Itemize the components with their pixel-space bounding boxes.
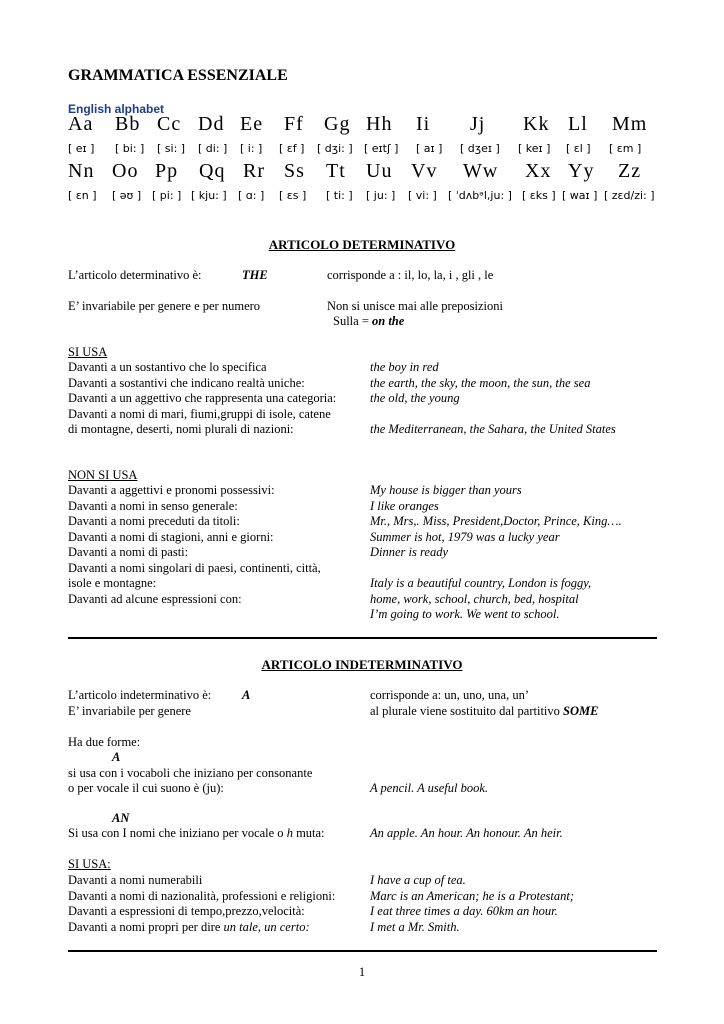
det-non-si-usa-heading: NON SI USA [68, 468, 138, 482]
section-divider [68, 637, 657, 639]
letter-pair: Ll [568, 113, 588, 135]
ipa-pronunciation: [ di: ] [198, 142, 228, 155]
example-text: the boy in red [370, 360, 439, 374]
rule-text: Davanti a nomi preceduti da titoli: [68, 514, 240, 528]
ipa-pronunciation: [ ju: ] [366, 189, 396, 202]
ipa-pronunciation: [ ɛm ] [609, 142, 642, 155]
ipa-pronunciation: [ aɪ ] [416, 142, 443, 155]
letter-pair: Bb [115, 113, 141, 135]
rule-text: Davanti a un sostantivo che lo specifica [68, 360, 267, 374]
rule-text: Davanti a espressioni di tempo,prezzo,velocità: [68, 904, 305, 918]
rule-text-italic: un tale, un certo: [220, 919, 310, 934]
section-heading-indeterminative [0, 657, 724, 673]
example-text: I met a Mr. Smith. [370, 919, 460, 934]
heading-text: ARTICOLO INDETERMINATIVO [261, 657, 463, 672]
ipa-pronunciation: [ vi: ] [408, 189, 437, 202]
ipa-pronunciation: [ i: ] [240, 142, 263, 155]
rule-text: Davanti a nomi di stagioni, anni e giorni: [68, 529, 274, 544]
alphabet-ipa-row-1 [68, 142, 658, 158]
indet-a-example: A pencil. A useful book. [370, 781, 489, 795]
ipa-pronunciation: [ ˈdʌbᵊl,ju: ] [448, 189, 512, 202]
indet-two-forms: Ha due forme: [68, 735, 141, 749]
letter-pair: Ff [284, 113, 304, 135]
rule-text: Davanti ad alcune espressioni con: [68, 591, 242, 606]
indet-invariable: E’ invariabile per genere [68, 704, 191, 718]
ipa-pronunciation: [ pi: ] [152, 189, 182, 202]
det-sulla-label: Sulla = [333, 314, 369, 328]
example-text: I have a cup of tea. [370, 873, 466, 887]
det-sulla-value: on the [372, 314, 405, 328]
ipa-pronunciation: [ zɛd/zi: ] [604, 189, 655, 202]
letter-pair: Gg [324, 113, 351, 135]
letter-pair: Oo [112, 160, 139, 182]
rule-text: Davanti a un aggettivo che rappresenta una categoria: [68, 391, 337, 405]
rule-text: Davanti a aggettivi e pronomi possessivi: [68, 483, 275, 497]
rule-text: Davanti a nomi di nazionalità, professioni e religioni: [68, 888, 336, 903]
indet-form-an: AN [112, 811, 130, 825]
example-text: I like oranges [370, 498, 439, 513]
letter-pair: Nn [68, 160, 95, 182]
det-sulla [333, 314, 404, 330]
example-text: Marc is an American; he is a Protestant; [370, 888, 575, 903]
example-text: Italy is a beautiful country, London is foggy, [370, 576, 592, 590]
example-text: the old, the young [370, 391, 460, 405]
section-divider [68, 950, 657, 952]
letter-pair: Qq [199, 160, 226, 182]
indet-an-example: An apple. An hour. An honour. An heir. [370, 826, 563, 840]
alphabet-letters-row-2 [68, 160, 658, 186]
alphabet-letters-row-1 [68, 113, 658, 139]
indet-intro-label: L’articolo indeterminativo è: [68, 688, 212, 702]
indet-a-rule-line-1: si usa con i vocaboli che iniziano per consonante [68, 766, 313, 780]
letter-pair: Ii [416, 113, 431, 135]
rule-text: Davanti a nomi di mari, fiumi,gruppi di isole, catene [68, 406, 331, 421]
ipa-pronunciation: [ ɛs ] [279, 189, 307, 202]
det-intro-label: L’articolo determinativo è: [68, 268, 202, 282]
letter-pair: Yy [568, 160, 595, 182]
letter-pair: Jj [470, 113, 486, 135]
rule-text: Davanti a sostantivi che indicano realtà uniche: [68, 375, 305, 390]
ipa-pronunciation: [ eɪ ] [68, 142, 95, 155]
alphabet-label: English alphabet [68, 102, 165, 116]
ipa-pronunciation: [ dʒi: ] [317, 142, 353, 155]
rule-text: isole e montagne: [68, 576, 157, 590]
rule-text-main: Davanti a nomi propri per dire [68, 919, 221, 934]
example-text: the Mediterranean, the Sahara, the United States [370, 422, 616, 436]
indet-plural-note [370, 704, 598, 720]
letter-pair: Ee [240, 113, 264, 135]
letter-pair: Ss [284, 160, 305, 182]
det-intro-the: THE [242, 268, 268, 282]
example-text: I eat three times a day. 60km an hour. [370, 904, 558, 918]
example-text: I’m going to work. We went to school. [370, 607, 560, 621]
rule-text: Davanti a nomi di pasti: [68, 545, 189, 559]
ipa-pronunciation: [ ti: ] [326, 189, 353, 202]
example-text: Dinner is ready [370, 545, 448, 559]
ipa-pronunciation: [ ɛf ] [279, 142, 305, 155]
letter-pair: Pp [155, 160, 179, 182]
example-text: Mr., Mrs,. Miss, President,Doctor, Prince, King…. [370, 514, 622, 528]
plural-some: SOME [563, 704, 599, 718]
rule-text: di montagne, deserti, nomi plurali di nazioni: [68, 422, 294, 436]
ipa-pronunciation: [ eɪtʃ ] [364, 142, 399, 155]
letter-pair: Aa [68, 113, 94, 135]
page-number-text: 1 [358, 965, 366, 979]
letter-pair: Tt [326, 160, 346, 182]
example-text: Summer is hot, 1979 was a lucky year [370, 529, 560, 544]
rule-text: Davanti a nomi in senso generale: [68, 498, 238, 513]
letter-pair: Xx [525, 160, 552, 182]
plural-note-text: al plurale viene sostituito dal partitivo [370, 704, 560, 718]
an-rule-text: Si usa con I nomi che iniziano per vocale o [68, 826, 287, 840]
section-heading-determinative [0, 237, 724, 253]
letter-pair: Dd [198, 113, 225, 135]
indet-an-rule [68, 826, 325, 842]
letter-pair: Rr [243, 160, 265, 182]
rule-text: Davanti a nomi numerabili [68, 873, 203, 887]
ipa-pronunciation: [ ɛl ] [566, 142, 591, 155]
ipa-pronunciation: [ si: ] [157, 142, 186, 155]
ipa-pronunciation: [ kju: ] [191, 189, 227, 202]
letter-pair: Uu [366, 160, 393, 182]
ipa-pronunciation: [ ɛks ] [522, 189, 556, 202]
indet-si-usa-heading: SI USA: [68, 857, 111, 871]
ipa-pronunciation: [ keɪ ] [518, 142, 551, 155]
letter-pair: Zz [618, 160, 642, 182]
letter-pair: Cc [157, 113, 182, 135]
det-invariable: E’ invariabile per genere e per numero [68, 299, 261, 313]
ipa-pronunciation: [ ɛn ] [68, 189, 97, 202]
example-text: My house is bigger than yours [370, 483, 522, 497]
indet-intro-a: A [242, 688, 251, 702]
example-text: home, work, school, church, bed, hospital [370, 591, 579, 606]
ipa-pronunciation: [ bi: ] [115, 142, 145, 155]
rule-text: Davanti a nomi singolari di paesi, continenti, città, [68, 560, 321, 575]
document-title: GRAMMATICA ESSENZIALE [68, 67, 288, 84]
ipa-pronunciation: [ waɪ ] [562, 189, 598, 202]
det-intro-correspondence: corrisponde a : il, lo, la, i , gli , le [327, 268, 494, 282]
ipa-pronunciation: [ ɑ: ] [238, 189, 265, 202]
indet-form-a: A [112, 750, 121, 764]
page-number [0, 965, 724, 981]
an-rule-h: h [286, 826, 293, 840]
det-no-preposition: Non si unisce mai alle preposizioni [327, 299, 504, 313]
ipa-pronunciation: [ dʒeɪ ] [460, 142, 500, 155]
det-si-usa-heading: SI USA [68, 345, 108, 359]
heading-text: ARTICOLO DETERMINATIVO [268, 237, 456, 252]
ipa-pronunciation: [ əʊ ] [112, 189, 142, 202]
alphabet-ipa-row-2 [68, 189, 658, 205]
example-text: the earth, the sky, the moon, the sun, the sea [370, 375, 591, 390]
letter-pair: Mm [612, 113, 648, 135]
letter-pair: Ww [463, 160, 499, 182]
indet-intro-correspondence: corrisponde a: un, uno, una, un’ [370, 688, 529, 702]
indet-a-rule-line-2: o per vocale il cui suono è (ju): [68, 781, 224, 795]
letter-pair: Kk [523, 113, 550, 135]
letter-pair: Hh [366, 113, 393, 135]
letter-pair: Vv [411, 160, 438, 182]
an-rule-end: muta: [292, 826, 325, 840]
rule-text [68, 920, 310, 936]
